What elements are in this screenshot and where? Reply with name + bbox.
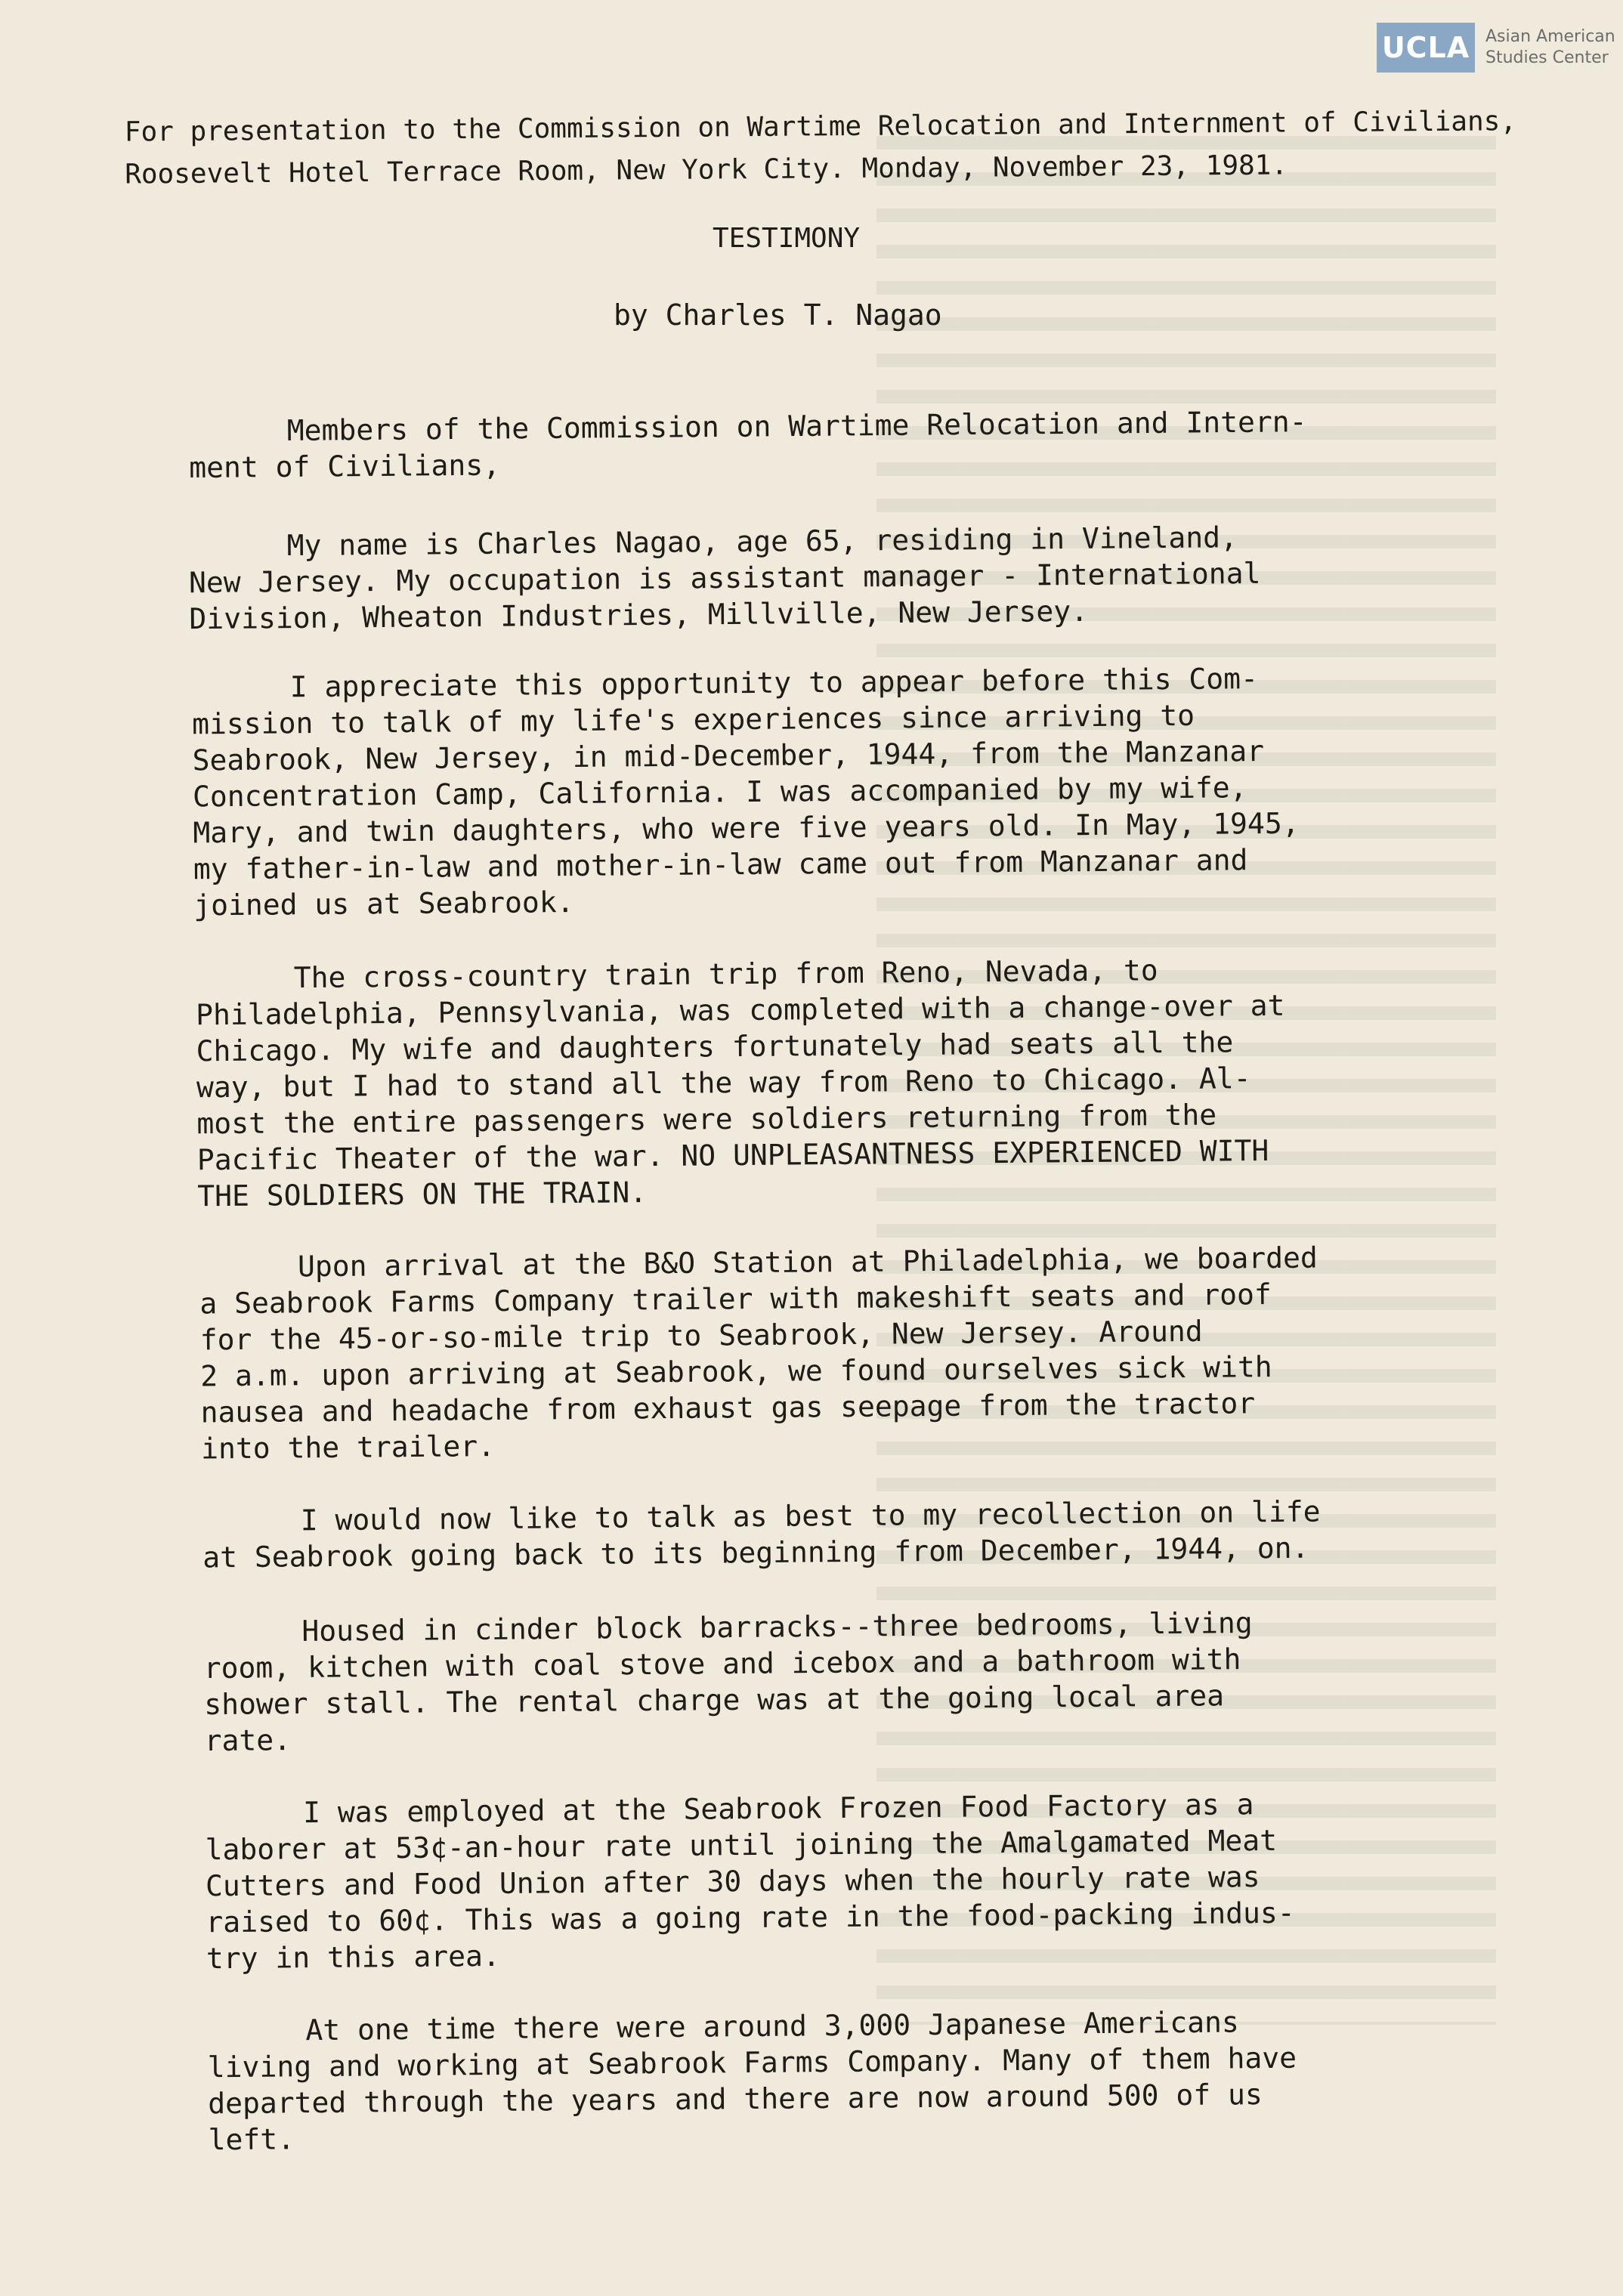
text-line: Seabrook, New Jersey, in mid-December, 1944, from the Manzanar	[192, 734, 1265, 777]
text-line: Upon arrival at the B&O Station at Philadelphia, we boarded	[297, 1241, 1318, 1284]
paragraph-recollection	[202, 1494, 1322, 1576]
text-line: Division, Wheaton Industries, Millville, New Jersey.	[189, 594, 1089, 636]
text-line: 2 a.m. upon arriving at Seabrook, we found ourselves sick with	[200, 1350, 1272, 1393]
text-line: At one time there were around 3,000 Japanese Americans	[305, 2005, 1239, 2047]
paragraph-population	[207, 2004, 1297, 2158]
text-line: I was employed at the Seabrook Frozen Food Factory as a	[302, 1788, 1254, 1830]
text-line: mission to talk of my life's experiences since arriving to	[191, 698, 1195, 741]
text-line: I would now like to talk as best to my recollection on life	[300, 1494, 1321, 1537]
text-line: for the 45-or-so-mile trip to Seabrook, New Jersey. Around	[199, 1314, 1203, 1357]
header-line-2: Roosevelt Hotel Terrace Room, New York City. Monday, November 23, 1981.	[125, 150, 1288, 190]
text-line: New Jersey. My occupation is assistant manager - International	[188, 556, 1261, 600]
text-line: Pacific Theater of the war. NO UNPLEASANTNESS EXPERIENCED WITH	[196, 1133, 1269, 1177]
text-line: laborer at 53¢-an-hour rate until joining the Amalgamated Meat	[205, 1823, 1278, 1867]
author-byline: by Charles T. Nagao	[614, 298, 942, 332]
text-line: most the entire passengers were soldiers returning from the	[196, 1098, 1217, 1141]
text-line: shower stall. The rental charge was at the going local area	[204, 1679, 1225, 1722]
text-line: left.	[208, 2122, 295, 2157]
text-line: Philadelphia, Pennsylvania, was completed with a change-over at	[195, 988, 1285, 1032]
logo-line-1: Asian American	[1485, 27, 1615, 46]
text-line: Housed in cinder block barracks--three bedrooms, living	[301, 1605, 1253, 1648]
paragraph-b-and-o-station	[199, 1240, 1319, 1467]
text-line: My name is Charles Nagao, age 65, residing in Vineland,	[286, 521, 1238, 563]
presentation-header	[125, 100, 1576, 196]
logo-line-2: Studies Center	[1485, 48, 1609, 67]
logo-text	[1485, 26, 1615, 69]
text-line: living and working at Seabrook Farms Company. Many of them have	[207, 2041, 1297, 2084]
text-line: Concentration Camp, California. I was accompanied by my wife,	[192, 771, 1247, 814]
text-line: my father-in-law and mother-in-law came out from Manzanar and	[193, 843, 1248, 886]
text-line: rate.	[204, 1723, 292, 1758]
text-line: way, but I had to stand all the way from Reno to Chicago. Al-	[196, 1061, 1251, 1105]
text-line: a Seabrook Farms Company trailer with makeshift seats and roof	[199, 1278, 1272, 1321]
text-line: nausea and headache from exhaust gas seepage from the tractor	[200, 1386, 1256, 1429]
text-line: Cutters and Food Union after 30 days when the hourly rate was	[205, 1860, 1260, 1903]
text-line: Mary, and twin daughters, who were five years old. In May, 1945,	[193, 806, 1300, 850]
document-title: TESTIMONY	[713, 223, 861, 254]
paragraph-housing	[203, 1605, 1254, 1759]
text-line: try in this area.	[206, 1939, 500, 1976]
paragraph-salutation	[189, 403, 1308, 485]
text-line: raised to 60¢. This was a going rate in the food-packing indus-	[206, 1896, 1295, 1939]
header-line-1: For presentation to the Commission on Wartime Relocation and Internment of Civilians,	[124, 106, 1517, 148]
text-line: THE SOLDIERS ON THE TRAIN.	[197, 1176, 648, 1213]
text-line: The cross-country train trip from Reno, Nevada, to	[293, 953, 1158, 995]
text-line: at Seabrook going back to its beginning from December, 1944, on.	[202, 1531, 1309, 1574]
paragraph-train-trip	[196, 951, 1287, 1215]
text-line: Members of the Commission on Wartime Relocation and Intern-	[286, 405, 1307, 447]
paragraph-introduction	[188, 519, 1261, 637]
text-line: joined us at Seabrook.	[193, 885, 574, 922]
text-line: Chicago. My wife and daughters fortunately had seats all the	[196, 1025, 1234, 1068]
text-line: ment of Civilians,	[189, 448, 501, 485]
logo-mark: UCLA	[1377, 23, 1475, 73]
text-line: into the trailer.	[200, 1429, 496, 1466]
ucla-asian-american-studies-center-logo	[1377, 23, 1615, 73]
text-line: departed through the years and there are now around 500 of us	[208, 2078, 1263, 2121]
paragraph-arrival	[192, 660, 1300, 924]
text-line: I appreciate this opportunity to appear before this Com-	[289, 662, 1259, 704]
text-line: room, kitchen with coal stove and icebox and a bathroom with	[203, 1642, 1241, 1686]
paragraph-employment	[205, 1786, 1295, 1977]
